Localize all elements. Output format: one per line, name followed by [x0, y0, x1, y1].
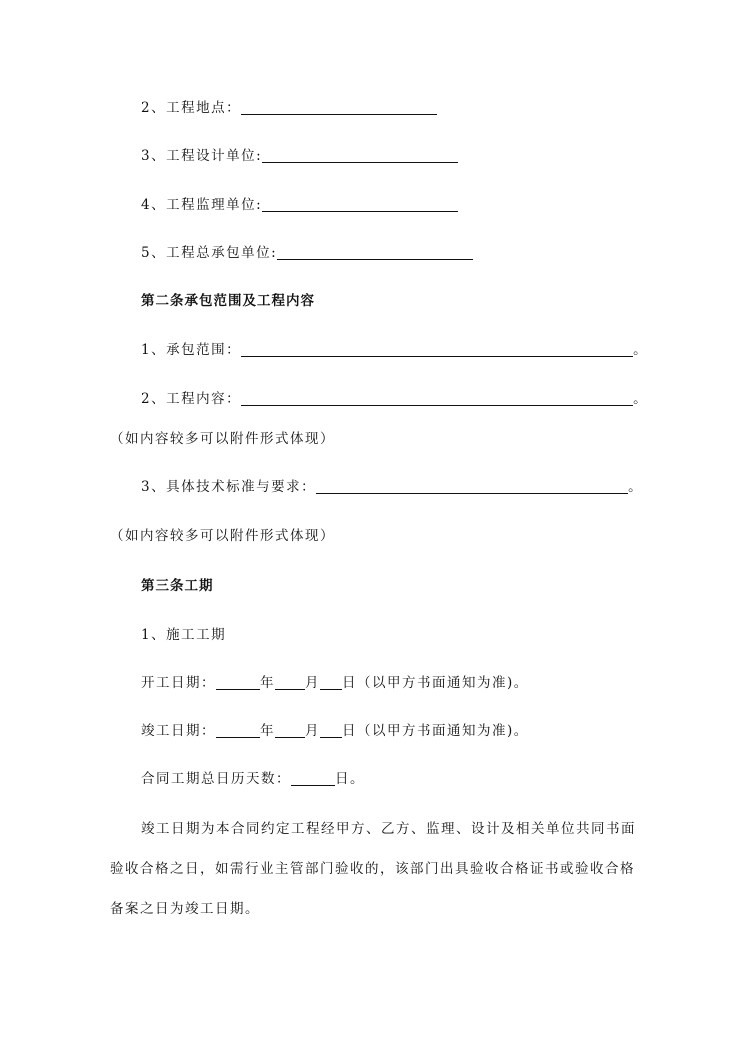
standard-blank[interactable]	[316, 479, 628, 494]
general-contractor-label: 5、工程总承包单位:	[141, 245, 278, 261]
start-month-blank[interactable]	[275, 675, 305, 690]
project-location-row	[141, 99, 437, 117]
start-day-blank[interactable]	[320, 675, 342, 690]
design-unit-blank[interactable]	[262, 148, 458, 163]
content-label: 2、工程内容：	[141, 391, 242, 407]
section3-title: 第三条工期	[141, 578, 214, 594]
general-contractor-blank[interactable]	[277, 245, 473, 260]
end-day-blank[interactable]	[320, 723, 342, 738]
scope-label: 1、承包范围：	[141, 342, 242, 358]
scope-row	[141, 341, 648, 359]
total-days-row	[141, 770, 365, 788]
content-row	[141, 390, 648, 408]
end-month-blank[interactable]	[275, 723, 305, 738]
completion-paragraph-line-2: 验收合格之日，如需行业主管部门验收的，该部门出具验收合格证书或验收合格	[110, 861, 635, 877]
standard-end: 。	[628, 479, 644, 495]
month-label: 月	[305, 675, 320, 691]
content-end: 。	[633, 391, 649, 407]
note-attachment-2: （如内容较多可以附件形式体现）	[110, 528, 335, 544]
content-blank[interactable]	[241, 391, 633, 406]
start-date-label: 开工日期：	[141, 675, 216, 691]
standard-row	[141, 478, 643, 496]
total-days-blank[interactable]	[291, 771, 335, 786]
end-date-label: 竣工日期：	[141, 723, 216, 739]
end-note: （以甲方书面通知为准)。	[357, 723, 529, 739]
total-days-suffix: 日。	[335, 771, 365, 787]
supervision-unit-blank[interactable]	[262, 197, 458, 212]
end-year-blank[interactable]	[216, 723, 260, 738]
construction-period-label: 1、施工工期	[141, 627, 227, 643]
design-unit-row	[141, 147, 458, 165]
start-date-row	[141, 674, 529, 692]
scope-end: 。	[633, 342, 649, 358]
completion-paragraph-line-3: 备案之日为竣工日期。	[110, 901, 260, 917]
year-label: 年	[260, 675, 275, 691]
month-label: 月	[305, 723, 320, 739]
design-unit-label: 3、工程设计单位:	[141, 148, 263, 164]
total-days-label: 合同工期总日历天数：	[141, 771, 291, 787]
start-year-blank[interactable]	[216, 675, 260, 690]
supervision-unit-row	[141, 196, 458, 214]
start-note: （以甲方书面通知为准)。	[357, 675, 529, 691]
completion-paragraph-line-1: 竣工日期为本合同约定工程经甲方、乙方、监理、设计及相关单位共同书面	[141, 821, 636, 837]
project-location-label: 2、工程地点：	[141, 100, 242, 116]
supervision-unit-label: 4、工程监理单位:	[141, 197, 263, 213]
general-contractor-row	[141, 244, 473, 262]
standard-label: 3、具体技术标准与要求：	[141, 479, 317, 495]
year-label: 年	[260, 723, 275, 739]
note-attachment-1: （如内容较多可以附件形式体现）	[110, 431, 335, 447]
project-location-blank[interactable]	[241, 100, 437, 115]
day-label: 日	[342, 723, 357, 739]
section2-title: 第二条承包范围及工程内容	[141, 293, 315, 309]
day-label: 日	[342, 675, 357, 691]
end-date-row	[141, 722, 529, 740]
scope-blank[interactable]	[241, 342, 633, 357]
